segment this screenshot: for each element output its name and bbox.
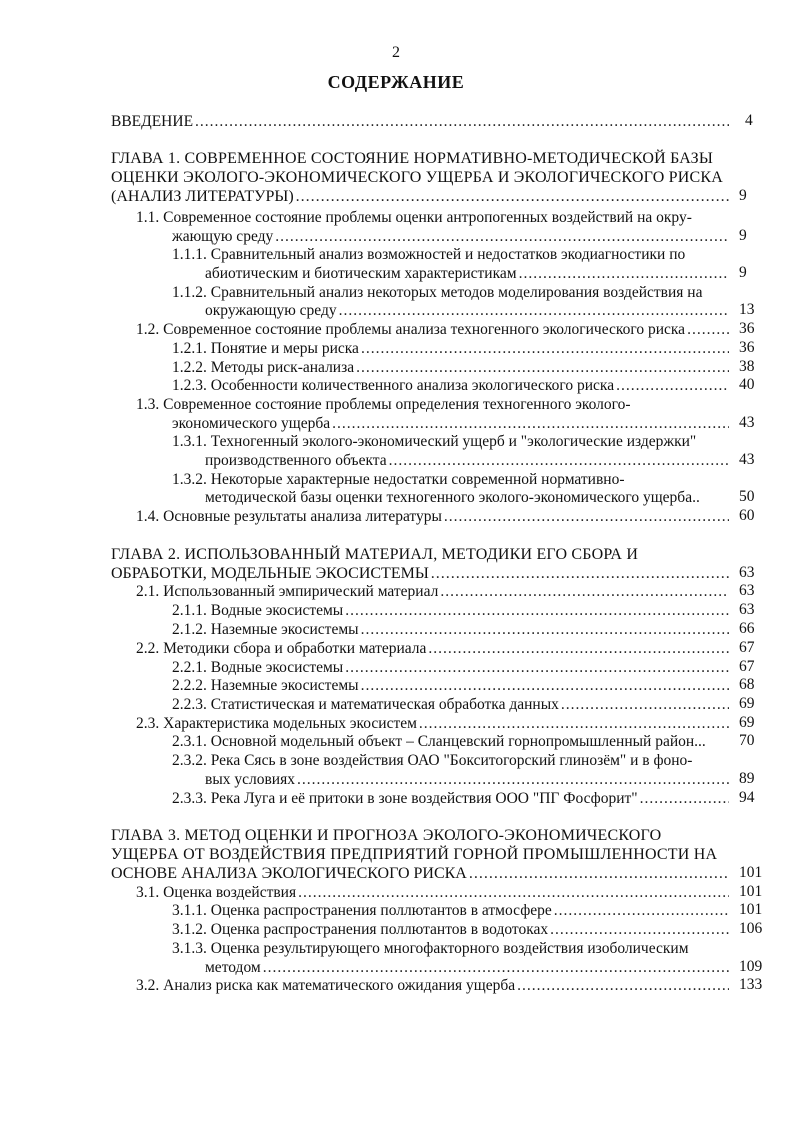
toc-page: 67: [739, 658, 755, 675]
toc-page: 9: [739, 187, 747, 204]
toc-label: 3.1.3. Оценка результирующего многофакторного воздействия изоболическим: [172, 940, 689, 957]
toc-label: 2.3. Характеристика модельных экосистем: [136, 715, 417, 732]
toc-page: 13: [739, 301, 755, 318]
toc-section-2-2-1[interactable]: [172, 658, 731, 677]
toc-label: 2.1. Использованный эмпирический материал: [136, 583, 439, 600]
toc-label: 1.3.1. Техногенный эколого-экономический ущерб и "экологические издержки": [172, 433, 697, 450]
chapter-1-title: ГЛАВА 1. СОВРЕМЕННОЕ СОСТОЯНИЕ НОРМАТИВНО-МЕТОДИЧЕСКОЙ БАЗЫ: [111, 150, 714, 167]
toc-label: производственного объекта: [205, 452, 387, 469]
toc-section-1-2-1[interactable]: [172, 339, 731, 358]
toc-page: 89: [739, 770, 755, 787]
toc-label: экономического ущерба: [172, 415, 331, 432]
toc-label: вых условиях: [205, 771, 295, 788]
toc-label: 1.2. Современное состояние проблемы анализа техногенного экологического риска: [136, 321, 686, 338]
toc-section-2-1-2[interactable]: [172, 620, 731, 639]
toc-section-3-1[interactable]: [136, 883, 731, 902]
toc-label: (АНАЛИЗ ЛИТЕРАТУРЫ): [111, 188, 294, 205]
toc-label: 3.2. Анализ риска как математического ожидания ущерба: [136, 977, 516, 994]
toc-section-2-2-2[interactable]: [172, 676, 731, 695]
toc-page: 40: [739, 376, 755, 393]
toc-section-1-1[interactable]: [172, 227, 731, 246]
toc-section-2-1-1[interactable]: [172, 601, 731, 620]
toc-label: жающую среду: [172, 228, 274, 245]
toc-label: 2.3.3. Река Луга и её притоки в зоне воздействия ООО "ПГ Фосфорит": [172, 790, 638, 807]
toc-page: 101: [739, 883, 763, 900]
toc-section-3-1-3[interactable]: [205, 958, 731, 977]
toc-label: 1.3.2. Некоторые характерные недостатки современной нормативно-: [172, 471, 625, 488]
toc-section-1-2[interactable]: [136, 320, 731, 339]
toc-section-1-2-3[interactable]: [172, 376, 731, 395]
toc-section-2-3-2[interactable]: [205, 770, 731, 789]
toc-page: 101: [739, 901, 763, 918]
toc-label: 1.1.1. Сравнительный анализ возможностей и недостатков экодиагностики по: [172, 246, 686, 263]
toc-label: 2.1.2. Наземные экосистемы: [172, 621, 359, 638]
chapter-3-title: ГЛАВА 3. МЕТОД ОЦЕНКИ И ПРОГНОЗА ЭКОЛОГО-ЭКОНОМИЧЕСКОГО: [111, 827, 662, 844]
toc-page: 94: [739, 789, 755, 806]
toc-label: 2.1.1. Водные экосистемы: [172, 602, 344, 619]
toc-section-2-2-3[interactable]: [172, 695, 731, 714]
toc-label: 3.1.2. Оценка распространения поллютантов в водотоках: [172, 921, 549, 938]
toc-section-2-1[interactable]: [136, 582, 731, 601]
toc-label: 1.4. Основные результаты анализа литературы: [136, 508, 442, 525]
toc-label: 1.1.2. Сравнительный анализ некоторых методов моделирования воздействия на: [172, 284, 703, 301]
toc-page: 69: [739, 695, 755, 712]
toc-label: методом: [205, 959, 261, 976]
toc-section-1-1-2[interactable]: [205, 301, 731, 320]
toc-page: 9: [739, 227, 747, 244]
toc-label: 1.2.2. Методы риск-анализа: [172, 359, 355, 376]
toc-label: 2.2.3. Статистическая и математическая обработка данных: [172, 696, 559, 713]
toc-section-1-3-1[interactable]: [205, 451, 731, 470]
toc-page: 133: [739, 976, 763, 993]
toc-page: 109: [739, 958, 763, 975]
toc-page: 4: [745, 112, 753, 129]
chapter-1-title: ОЦЕНКИ ЭКОЛОГО-ЭКОНОМИЧЕСКОГО УЩЕРБА И ЭКОЛОГИЧЕСКОГО РИСКА: [111, 169, 724, 186]
toc-page: 106: [739, 920, 763, 937]
toc-page: 60: [739, 507, 755, 524]
toc-section-3-1-1[interactable]: [172, 901, 731, 920]
toc-page: 63: [739, 601, 755, 618]
chapter-2-title: ГЛАВА 2. ИСПОЛЬЗОВАННЫЙ МАТЕРИАЛ, МЕТОДИКИ ЕГО СБОРА И: [111, 546, 639, 563]
toc-label: 1.2.1. Понятие и меры риска: [172, 340, 359, 357]
toc-page: 36: [739, 320, 755, 337]
toc-page: 9: [739, 264, 747, 281]
toc-section-1-3[interactable]: [172, 414, 731, 433]
toc-label: 2.2. Методики сбора и обработки материала: [136, 640, 427, 657]
toc-section-2-3-1[interactable]: [172, 732, 706, 751]
toc-label: 2.3.1. Основной модельный объект – Сланцевский горнопромышленный район...: [172, 733, 706, 750]
toc-section-3-1-2[interactable]: [172, 920, 731, 939]
toc-page: 101: [739, 864, 763, 881]
toc-section-1-2-2[interactable]: [172, 358, 731, 377]
toc-section-1-4[interactable]: [136, 507, 731, 526]
toc-page: 68: [739, 676, 755, 693]
toc-page: 66: [739, 620, 755, 637]
toc-label: ОБРАБОТКИ, МОДЕЛЬНЫЕ ЭКОСИСТЕМЫ: [111, 565, 429, 582]
toc-page: 50: [739, 488, 755, 505]
toc-section-2-3-3[interactable]: [172, 789, 731, 808]
toc-label: 1.3. Современное состояние проблемы определения техногенного эколого-: [136, 396, 631, 413]
toc-label: окружающую среду: [205, 302, 337, 319]
toc-page: 43: [739, 451, 755, 468]
page-title: СОДЕРЖАНИЕ: [327, 72, 465, 92]
toc-label: 2.2.1. Водные экосистемы: [172, 659, 344, 676]
toc-intro[interactable]: [111, 112, 731, 131]
toc-label: 3.1. Оценка воздействия: [136, 884, 297, 901]
toc-section-3-2[interactable]: [136, 976, 731, 995]
toc-label: методической базы оценки техногенного эколого-экономического ущерба..: [205, 489, 700, 506]
toc-label: 1.2.3. Особенности количественного анализа экологического риска: [172, 377, 615, 394]
toc-section-1-3-2[interactable]: [205, 488, 700, 507]
toc-section-2-3[interactable]: [136, 714, 731, 733]
toc-chapter-1[interactable]: [111, 187, 731, 206]
toc-section-1-1-1[interactable]: [205, 264, 731, 283]
toc-page: 70: [739, 732, 755, 749]
toc-page: 36: [739, 339, 755, 356]
toc-label: 2.3.2. Река Сясь в зоне воздействия ОАО "Бокситогорский глинозём" и в фоно-: [172, 752, 693, 769]
toc-label: ВВЕДЕНИЕ: [111, 113, 194, 130]
toc-chapter-2[interactable]: [111, 564, 731, 583]
toc-page: 43: [739, 414, 755, 431]
toc-label: 1.1. Современное состояние проблемы оценки антропогенных воздействий на окру-: [136, 209, 692, 226]
toc-page: 38: [739, 358, 755, 375]
toc-label: абиотическим и биотическим характеристикам: [205, 265, 517, 282]
toc-page: 69: [739, 714, 755, 731]
toc-label: 2.2.2. Наземные экосистемы: [172, 677, 359, 694]
toc-label: 3.1.1. Оценка распространения поллютантов в атмосфере: [172, 902, 552, 919]
toc-chapter-3[interactable]: [111, 864, 731, 883]
chapter-3-title: УЩЕРБА ОТ ВОЗДЕЙСТВИЯ ПРЕДПРИЯТИЙ ГОРНОЙ ПРОМЫШЛЕННОСТИ НА: [111, 846, 718, 863]
toc-page: 67: [739, 639, 755, 656]
page-number: 2: [392, 44, 400, 61]
toc-label: ОСНОВЕ АНАЛИЗА ЭКОЛОГИЧЕСКОГО РИСКА: [111, 865, 467, 882]
toc-page: 63: [739, 564, 755, 581]
toc-section-2-2[interactable]: [136, 639, 731, 658]
toc-page: 63: [739, 582, 755, 599]
